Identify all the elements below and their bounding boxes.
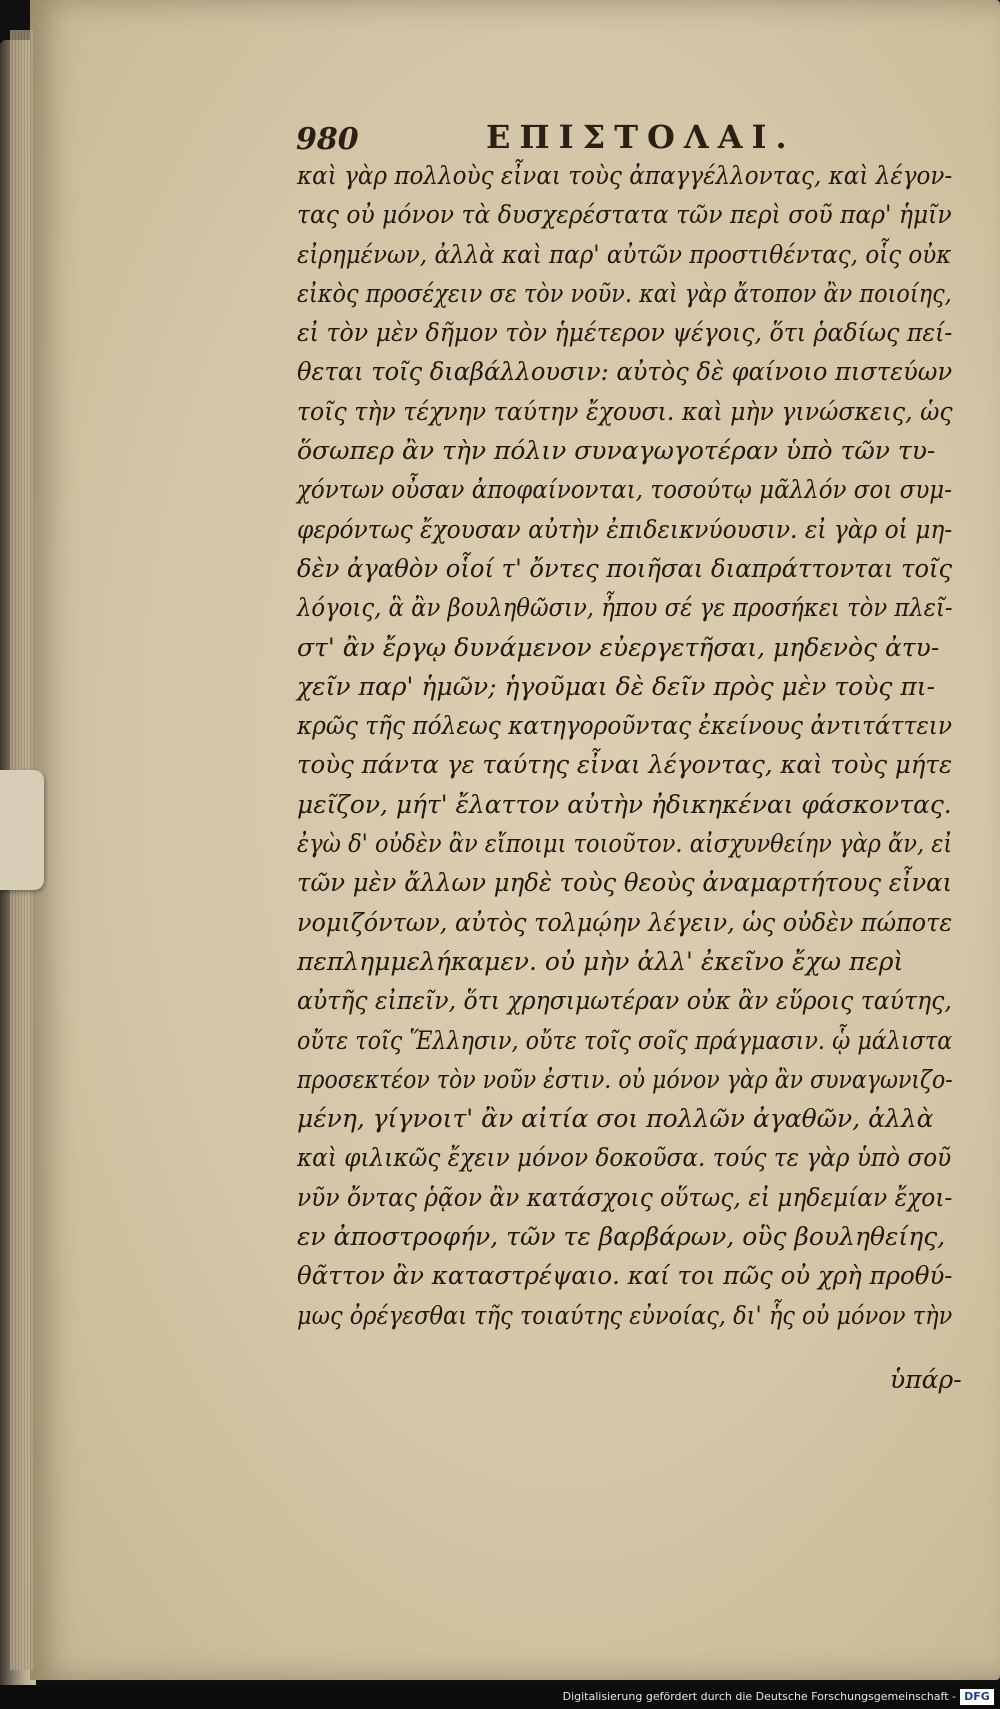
text-line: εἰ τὸν μὲν δῆμον τὸν ἡμέτερον ψέγοις, ὅτι ῥαδίως πεί- [297, 318, 953, 348]
text-line: προσεκτέον τὸν νοῦν ἐστιν. οὐ μόνον γὰρ ἂν συναγωνιζο- [297, 1064, 953, 1094]
text-line: τῶν μὲν ἄλλων μηδὲ τοὺς θεοὺς ἀναμαρτήτους εἶναι [297, 868, 953, 898]
text-line: εἰρημένων, ἀλλὰ καὶ παρ' αὐτῶν προστιθέντας, οἷς οὐκ [297, 239, 952, 269]
text-line: αὐτῆς εἰπεῖν, ὅτι χρησιμωτέραν οὐκ ἂν εὕροις ταύτης, [297, 986, 952, 1016]
page-clip [0, 770, 44, 890]
text-line: νῦν ὄντας ῥᾷον ἂν κατάσχοις οὕτως, εἰ μηδεμίαν ἔχοι- [297, 1182, 953, 1212]
text-line: χεῖν παρ' ἡμῶν; ἡγοῦμαι δὲ δεῖν πρὸς μὲν τοὺς πι- [297, 671, 936, 701]
text-line: μως ὀρέγεσθαι τῆς τοιαύτης εὐνοίας, δι' ἧς οὐ μόνον τὴν [297, 1300, 953, 1330]
text-line: οὔτε τοῖς Ἕλλησιν, οὔτε τοῖς σοῖς πράγμασιν. ᾧ μάλιστα [297, 1025, 953, 1055]
text-line: κρῶς τῆς πόλεως κατηγοροῦντας ἐκείνους ἀντιτάττειν [297, 711, 953, 741]
text-line: τοῖς τὴν τέχνην ταύτην ἔχουσι. καὶ μὴν γινώσκεις, ὡς [297, 396, 953, 426]
text-line: τοὺς πάντα γε ταύτης εἶναι λέγοντας, καὶ τοὺς μήτε [297, 750, 953, 780]
text-line: τας οὐ μόνον τὰ δυσχερέστατα τῶν περὶ σοῦ παρ' ἡμῖν [297, 200, 952, 230]
text-line: εἰκὸς προσέχειν σε τὸν νοῦν. καὶ γὰρ ἄτοπον ἂν ποιοίης, [297, 278, 952, 308]
text-line: θεται τοῖς διαβάλλουσιν: αὐτὸς δὲ φαίνοιο πιστεύων [297, 357, 953, 387]
text-line: μεῖζον, μήτ' ἔλαττον αὐτὴν ἠδικηκέναι φάσκοντας. [297, 789, 952, 819]
body-text [297, 156, 952, 1335]
text-line: ὅσωπερ ἂν τὴν πόλιν συναγωγοτέραν ὑπὸ τῶν τυ- [297, 436, 936, 466]
text-line: χόντων οὖσαν ἀποφαίνονται, τοσούτῳ μᾶλλόν σοι συμ- [297, 475, 952, 505]
footer-bar [0, 1685, 1000, 1709]
text-line: πεπλημμελήκαμεν. οὐ μὴν ἀλλ' ἐκεῖνο ἔχω περὶ [297, 946, 904, 976]
page-header [296, 116, 796, 156]
text-line: καὶ φιλικῶς ἔχειν μόνον δοκοῦσα. τούς τε γὰρ ὑπὸ σοῦ [297, 1143, 952, 1173]
text-line: μένη, γίγνοιτ' ἂν αἰτία σοι πολλῶν ἀγαθῶν, ἀλλὰ [297, 1104, 934, 1134]
text-line: καὶ γὰρ πολλοὺς εἶναι τοὺς ἀπαγγέλλοντας, καὶ λέγον- [297, 161, 953, 190]
text-line: εν ἀποστροφήν, τῶν τε βαρβάρων, οὓς βουληθείης, [297, 1222, 946, 1252]
text-line: νομιζόντων, αὐτὸς τολμῴην λέγειν, ὡς οὐδὲν πώποτε [297, 907, 953, 937]
text-line: δὲν ἀγαθὸν οἷοί τ' ὄντες ποιῆσαι διαπράττονται τοῖς [297, 553, 953, 583]
running-title: ΕΠΙΣΤΟΛΑΙ. [486, 118, 796, 156]
dfg-logo: DFG [960, 1689, 994, 1705]
page-number: 980 [296, 122, 359, 157]
text-line: θᾶττον ἂν καταστρέψαιο. καί τοι πῶς οὐ χρὴ προθύ- [297, 1261, 953, 1291]
text-line: φερόντως ἔχουσαν αὐτὴν ἐπιδεικνύουσιν. εἰ γὰρ οἱ μη- [297, 514, 953, 544]
funding-credit: Digitalisierung gefördert durch die Deutsche Forschungsgemeinschaft - [562, 1690, 956, 1703]
text-line: στ' ἂν ἔργῳ δυνάμενον εὐεργετῆσαι, μηδενὸς ἀτυ- [297, 632, 940, 662]
text-line: ἐγὼ δ' οὐδὲν ἂν εἴποιμι τοιοῦτον. αἰσχυνθείην γὰρ ἄν, εἰ [297, 829, 953, 859]
catchword: ὑπάρ- [890, 1365, 962, 1394]
text-line: λόγοις, ἃ ἂν βουληθῶσιν, ἦπου σέ γε προσήκει τὸν πλεῖ- [297, 593, 953, 623]
